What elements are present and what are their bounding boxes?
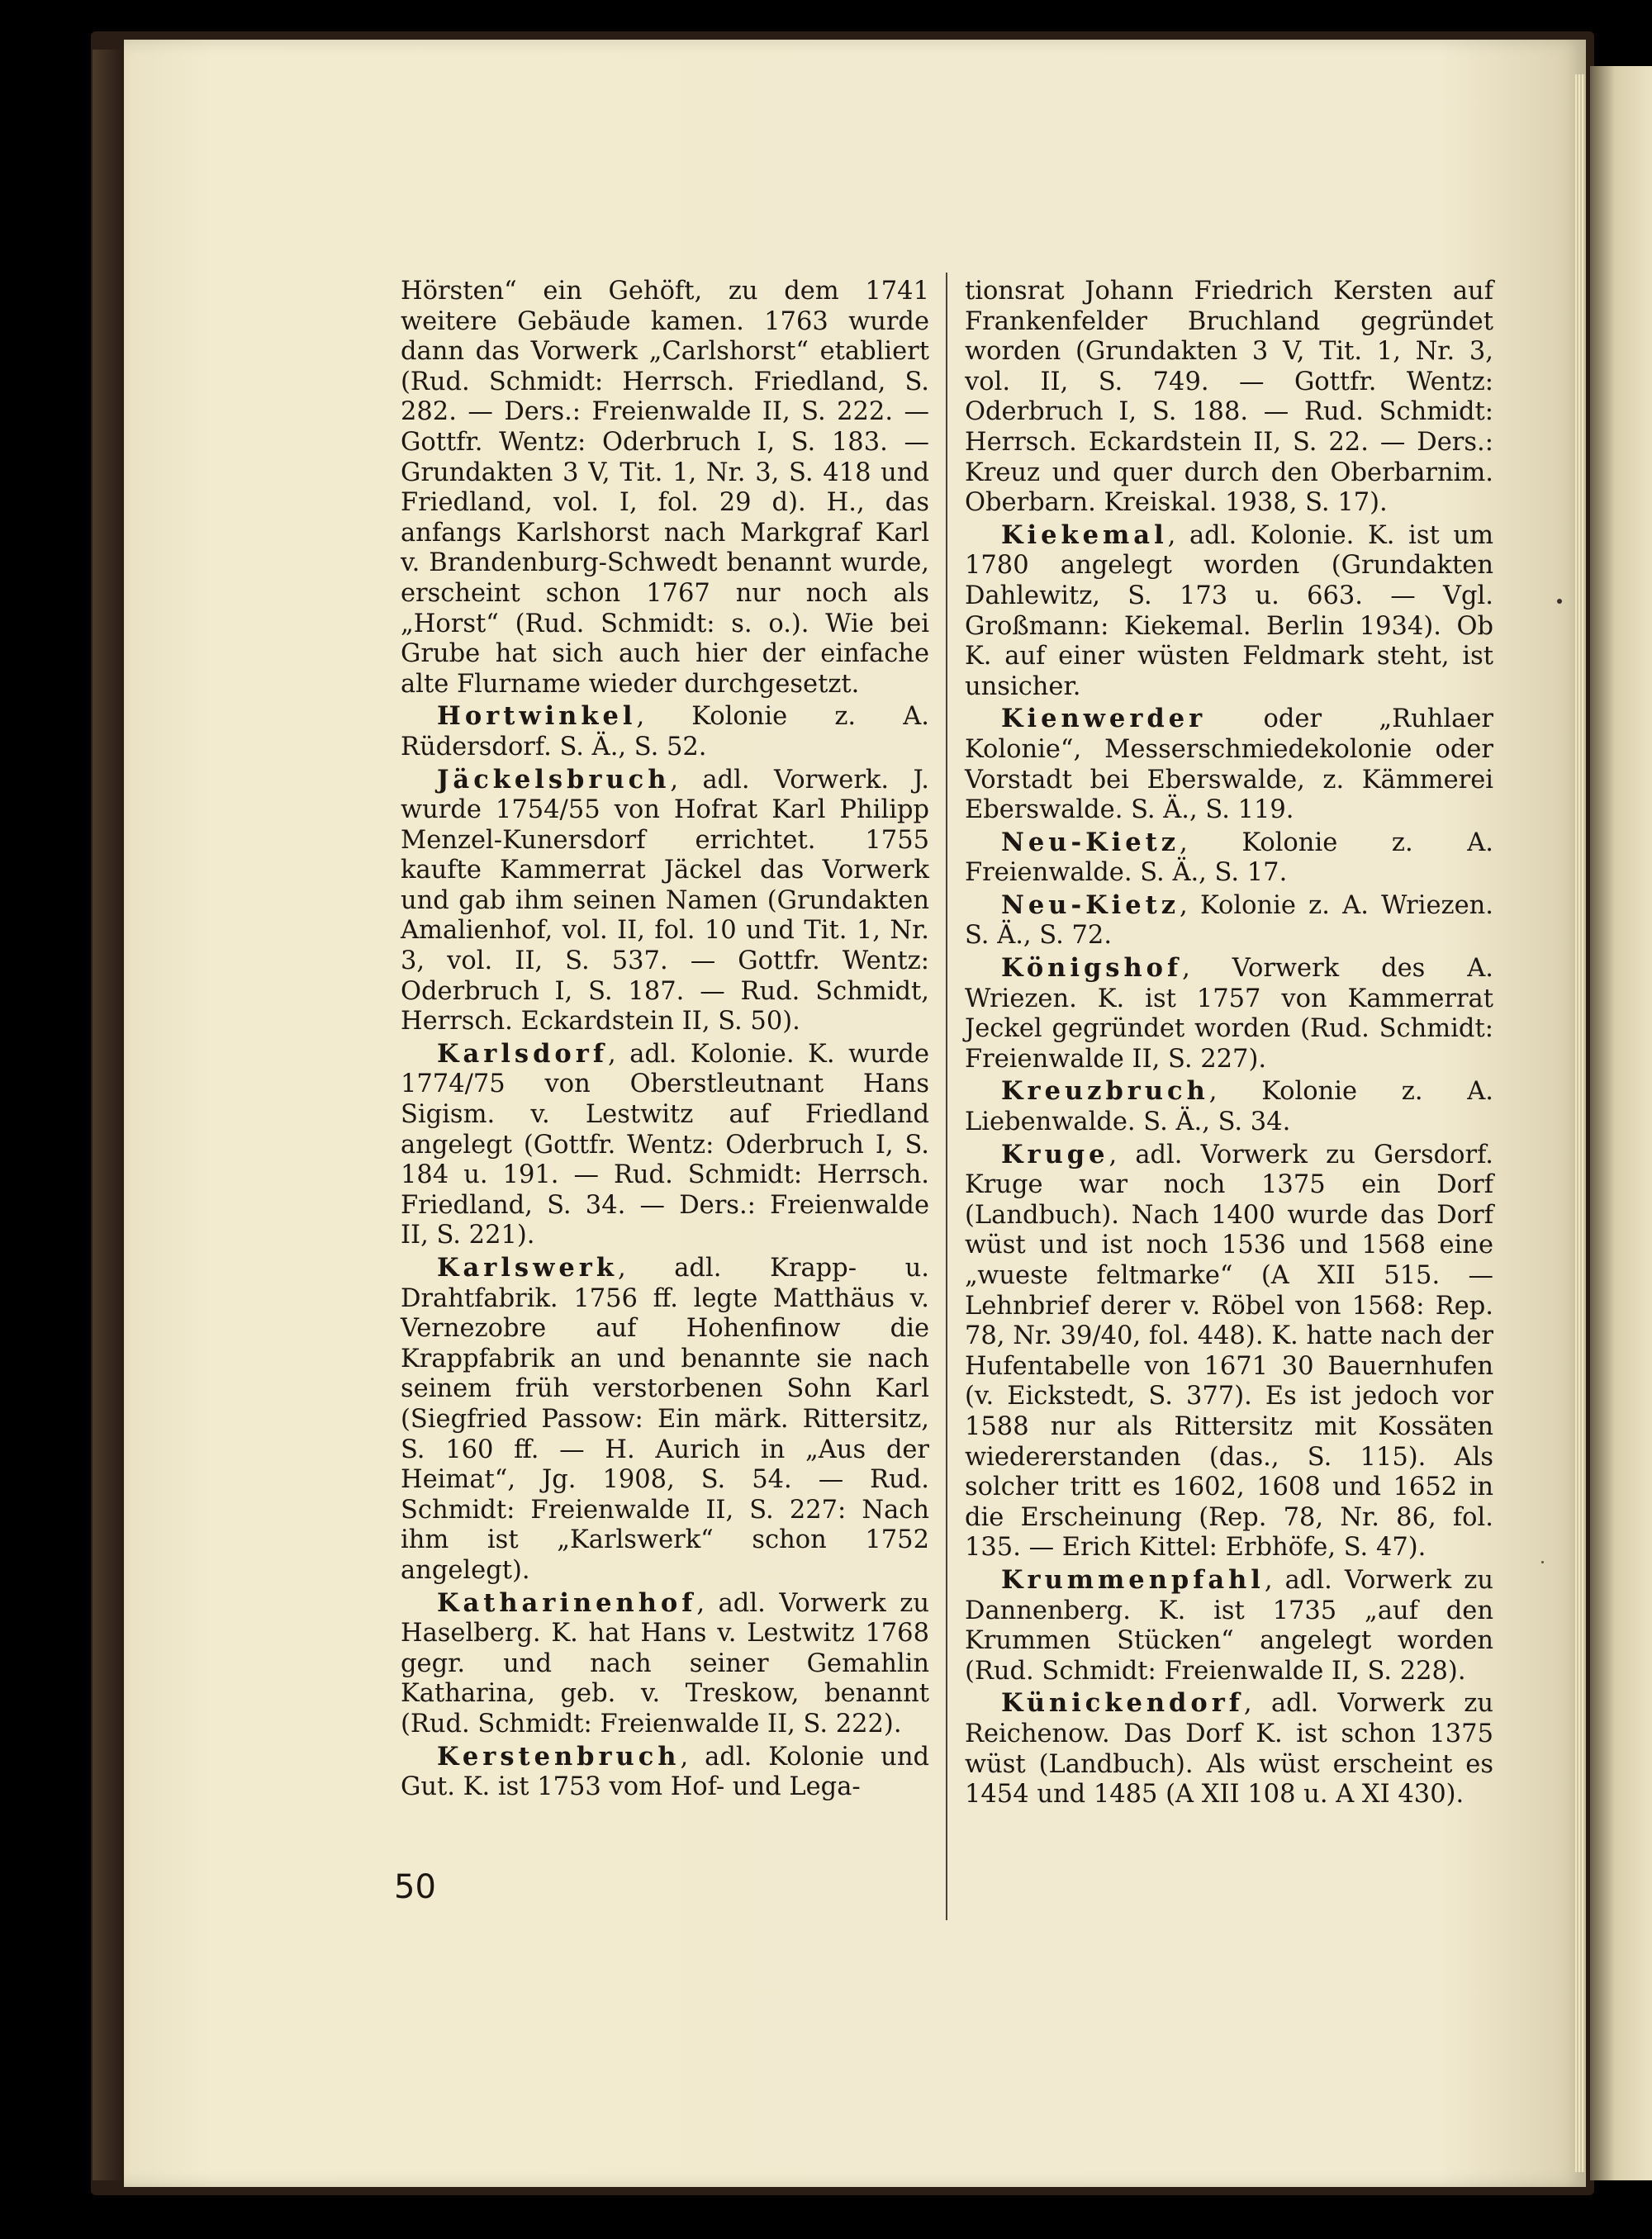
entry-text: , adl. Vorwerk. J. wurde 1754/55 von Hofrat Karl Philipp Menzel-Kunersdorf errichtet. 1755 kaufte Kammerrat Jäckel das Vorwerk und gab ihm seinen Namen (Grundakten Amalienhof, vol. II, fol. 10 und Tit. 1, Nr. 3, vol. II, S. 537. — Gottfr. Wentz: Oderbruch I, S. 187. — Rud. Schmidt, Herrsch. Eckardstein II, S. 50).	[401, 765, 929, 1036]
dictionary-entry	[401, 701, 929, 762]
entry-headword: Neu-Kietz	[1001, 827, 1180, 857]
dictionary-entry	[965, 953, 1493, 1074]
entry-headword: Kruge	[1001, 1139, 1109, 1169]
entry-text: , adl. Vorwerk zu Reichenow. Das Dorf K. ist schon 1375 wüst (Landbuch). Als wüst erscheint es 1454 und 1485 (A XII 108 u. A XI 430).	[965, 1689, 1493, 1810]
spine-edge	[93, 50, 122, 2180]
entry-text: , adl. Kolonie. K. wurde 1774/75 von Oberstleutnant Hans Sigism. v. Lestwitz auf Friedland angelegt (Gottfr. Wentz: Oderbruch I, S. 184 u. 191. — Rud. Schmidt: Herrsch. Friedland, S. 34. — Ders.: Freienwalde II, S. 221).	[401, 1039, 929, 1250]
entry-text: , adl. Vorwerk zu Gersdorf. Kruge war noch 1375 ein Dorf (Landbuch). Nach 1400 wurde das Dorf wüst und ist noch 1536 und 1568 eine „wueste feltmarke“ (A XII 515. — Lehnbrief derer v. Röbel von 1568: Rep. 78, Nr. 39/40, fol. 448). K. hatte nach der Hufentabelle von 1671 30 Bauernhufen (v. Eickstedt, S. 377). Es ist jedoch vor 1588 nur als Rittersitz mit Kossäten wiedererstanden (das., S. 115). Als solcher tritt es 1602, 1608 und 1652 in die Erscheinung (Rep. 78, Nr. 86, fol. 135. — Erich Kittel: Erbhöfe, S. 47).	[965, 1140, 1493, 1563]
dictionary-entry	[401, 1588, 929, 1740]
column-divider	[946, 273, 947, 1920]
entry-headword: Karlswerk	[437, 1253, 618, 1283]
dictionary-entry	[965, 1688, 1493, 1810]
dictionary-entry	[401, 1253, 929, 1587]
left-column	[401, 277, 929, 1803]
entry-text: tionsrat Johann Friedrich Kersten auf Frankenfelder Bruchland gegründet worden (Grundakten 3 V, Tit. 1, Nr. 3, vol. II, S. 749. — Gottfr. Wentz: Oderbruch I, S. 188. — Rud. Schmidt: Herrsch. Eckardstein II, S. 22. — Ders.: Kreuz und quer durch den Oberbarnim. Oberbarn. Kreiskal. 1938, S. 17).	[965, 277, 1493, 518]
entry-headword: Karlsdorf	[437, 1038, 608, 1069]
entry-headword: Kreuzbruch	[1001, 1076, 1209, 1107]
next-page-strip	[1590, 66, 1652, 2180]
dictionary-entry	[965, 1076, 1493, 1137]
continued-text	[965, 277, 1493, 519]
ink-speck	[1541, 1561, 1544, 1563]
entry-text: , Kolonie z. A. Freienwalde. S. Ä., S. 17.	[965, 828, 1493, 888]
entry-headword: Kienwerder	[1001, 704, 1207, 734]
entry-headword: Kerstenbruch	[437, 1741, 681, 1772]
dictionary-entry	[965, 890, 1493, 951]
right-column	[965, 277, 1493, 1810]
entry-text: , Vorwerk des A. Wriezen. K. ist 1757 von Kammerrat Jeckel gegründet worden (Rud. Schmidt: Freienwalde II, S. 227).	[965, 954, 1493, 1074]
entry-text: , adl. Vorwerk zu Dannenberg. K. ist 1735 „auf den Krummen Stücken“ angelegt worden (Rud. Schmidt: Freienwalde II, S. 228).	[965, 1565, 1493, 1686]
dictionary-entry	[401, 765, 929, 1037]
continued-text	[401, 277, 929, 700]
entry-text: , adl. Vorwerk zu Haselberg. K. hat Hans v. Lestwitz 1768 gegr. und nach seiner Gemahlin Katharina, geb. v. Treskow, benannt (Rud. Schmidt: Freienwalde II, S. 222).	[401, 1588, 929, 1739]
dictionary-entry	[965, 520, 1493, 703]
entry-text: Hörsten“ ein Gehöft, zu dem 1741 weitere Gebäude kamen. 1763 wurde dann das Vorwerk „Carlshorst“ etabliert (Rud. Schmidt: Herrsch. Friedland, S. 282. — Ders.: Freienwalde II, S. 222. — Gottfr. Wentz: Oderbruch I, S. 183. — Grundakten 3 V, Tit. 1, Nr. 3, S. 418 und Friedland, vol. I, fol. 29 d). H., das anfangs Karlshorst nach Markgraf Karl v. Brandenburg-Schwedt benannt wurde, erscheint schon 1767 nur noch als „Horst“ (Rud. Schmidt: s. o.). Wie bei Grube hat sich auch hier der einfache alte Flurname wieder durchgesetzt.	[401, 277, 929, 699]
dictionary-entry	[401, 1742, 929, 1803]
dictionary-entry	[965, 1565, 1493, 1686]
entry-text: , adl. Kolonie. K. ist um 1780 angelegt worden (Grundakten Dahlewitz, S. 173 u. 663. — Vgl. Großmann: Kiekemal. Berlin 1934). Ob K. auf einer wüsten Feldmark steht, ist unsicher.	[965, 520, 1493, 701]
entry-text: , adl. Krapp- u. Drahtfabrik. 1756 ff. legte Matthäus v. Vernezobre auf Hohenfinow die Krappfabrik an und benannte sie nach seinem früh verstorbenen Sohn Karl (Siegfried Passow: Ein märk. Rittersitz, S. 160 ff. — H. Aurich in „Aus der Heimat“, Jg. 1908, S. 54. — Rud. Schmidt: Freienwalde II, S. 227: Nach ihm ist „Karlswerk“ schon 1752 angelegt).	[401, 1254, 929, 1585]
page-number: 50	[394, 1868, 436, 1906]
entry-headword: Hortwinkel	[437, 701, 637, 732]
entry-headword: Künickendorf	[1001, 1688, 1244, 1719]
entry-text: , Kolonie z. A. Rüdersdorf. S. Ä., S. 52.	[401, 702, 929, 761]
entry-text: , Kolonie z. A. Wriezen. S. Ä., S. 72.	[965, 890, 1493, 951]
dictionary-entry	[965, 828, 1493, 889]
page-edge	[1574, 74, 1585, 2172]
dictionary-entry	[965, 704, 1493, 825]
entry-headword: Königshof	[1001, 953, 1183, 984]
dictionary-entry	[401, 1039, 929, 1251]
entry-headword: Neu-Kietz	[1001, 889, 1180, 920]
entry-headword: Katharinenhof	[437, 1587, 697, 1618]
entry-headword: Krummenpfahl	[1001, 1564, 1265, 1595]
entry-headword: Jäckelsbruch	[437, 764, 671, 795]
dictionary-entry	[965, 1140, 1493, 1563]
entry-text: oder „Ruhlaer Kolonie“, Messerschmiedekolonie oder Vorstadt bei Eberswalde, z. Kämmerei Eberswalde. S. Ä., S. 119.	[965, 704, 1493, 825]
entry-text: , adl. Kolonie und Gut. K. ist 1753 vom Hof- und Lega-	[401, 1742, 929, 1802]
entry-text: , Kolonie z. A. Liebenwalde. S. Ä., S. 34.	[965, 1077, 1493, 1137]
ink-dot	[1557, 599, 1562, 604]
entry-headword: Kiekemal	[1001, 519, 1168, 550]
